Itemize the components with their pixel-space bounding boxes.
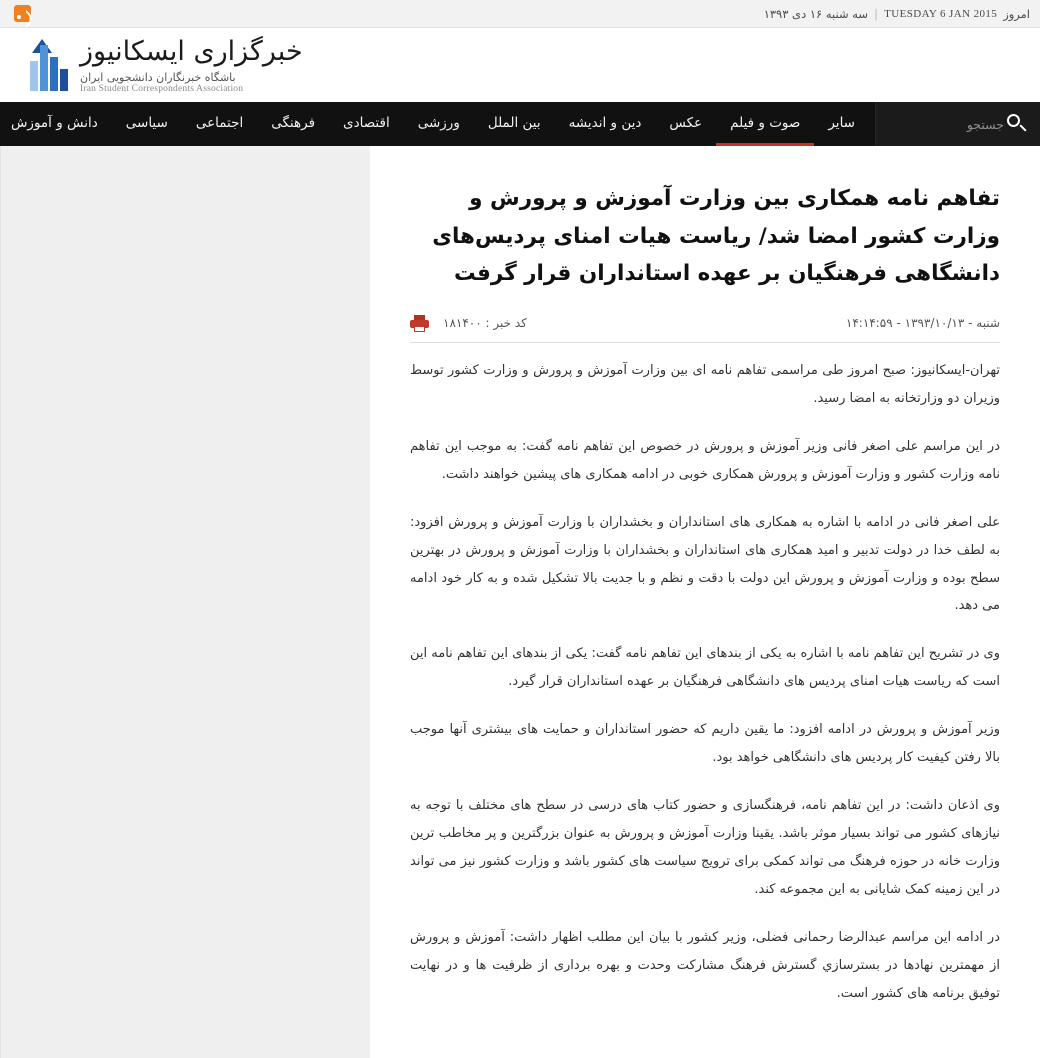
today-label: امروز	[1003, 6, 1030, 21]
print-icon[interactable]	[410, 315, 429, 332]
nav-item-saier[interactable]	[814, 102, 869, 146]
nav-item-label: اجتماعی	[195, 114, 244, 131]
nav-item-social[interactable]	[182, 102, 257, 146]
top-bar	[0, 0, 1040, 28]
article-meta-left	[410, 315, 527, 332]
main-navigation	[0, 102, 1040, 146]
nav-item-international[interactable]	[474, 102, 555, 146]
nav-item-label: دین و اندیشه	[568, 114, 642, 131]
logo-wordmark: خبرگزاری ایسکانیوز	[80, 36, 303, 68]
nav-item-culture[interactable]	[257, 102, 329, 146]
page-body	[0, 146, 1040, 1058]
logo-text-block	[80, 36, 303, 93]
logo-subtitle-fa: باشگاه خبرنگاران دانشجویی ایران	[80, 70, 236, 84]
nav-item-label: صوت و فیلم	[730, 114, 801, 131]
isca-logo-icon	[20, 39, 70, 91]
nav-item-science-education[interactable]	[0, 102, 112, 146]
date-separator: |	[874, 6, 879, 21]
date-persian: سه شنبه ۱۶ دی ۱۳۹۳	[763, 6, 869, 21]
nav-item-political[interactable]	[112, 102, 182, 146]
article-paragraph: وزیر آموزش و پرورش در ادامه افزود: ما یقین داریم که حضور استانداران و حمایت های بیشتری آنها موجب بالا رفتن کیفیت کار پردیس های دانشگاهی خواهد بود.	[410, 722, 1000, 766]
search-icon[interactable]	[1006, 113, 1028, 135]
date-english: TUESDAY 6 JAN 2015	[884, 7, 998, 20]
article-body	[410, 343, 1000, 1008]
nav-item-label: بین الملل	[487, 114, 541, 131]
article-date: شنبه - ۱۳۹۳/۱۰/۱۳ - ۱۴:۱۴:۵۹	[845, 316, 1000, 331]
rss-icon[interactable]	[14, 5, 31, 22]
nav-item-label: سیاسی	[125, 114, 168, 131]
sidebar-panel	[0, 146, 370, 1058]
current-date	[764, 7, 1030, 21]
article-container	[370, 146, 1040, 1058]
search-box[interactable]	[875, 102, 1040, 146]
logo-subtitle-en: Iran Student Correspondents Association	[80, 83, 244, 94]
page-title: تفاهم نامه همکاری بین وزارت آموزش و پرورش و وزارت کشور امضا شد/ ریاست هیات امنای پردیس‌های دانشگاهی فرهنگیان بر عهده استانداران قرار گرفت	[432, 186, 1000, 287]
search-input[interactable]	[886, 116, 1006, 133]
nav-item-label: سایر	[828, 114, 855, 131]
article-meta	[410, 315, 1000, 343]
nav-item-label: ورزشی	[417, 114, 460, 131]
nav-item-economy[interactable]	[329, 102, 404, 146]
article-paragraph: در این مراسم علی اصغر فانی وزیر آموزش و پرورش در خصوص این تفاهم نامه گفت: به موجب این تفاهم نامه وزارت کشور و وزارت آموزش و پرورش همکاری خوبی در ادامه همکاری های پیشین خواهند داشت.	[410, 438, 1000, 482]
article-code: کد خبر : ۱۸۱۴۰۰	[443, 316, 527, 331]
nav-item-audio-video[interactable]	[716, 102, 814, 146]
masthead	[0, 28, 1040, 102]
nav-item-label: دانش و آموزش	[10, 114, 98, 131]
article-paragraph: وی در تشریح این تفاهم نامه با اشاره به یکی از بندهای این تفاهم نامه گفت: یکی از بندهای این تفاهم نامه این است که ریاست هیات امنای پردیس های دانشگاهی فرهنگیان بر عهده استانداران قرار گیرد.	[410, 646, 1000, 690]
nav-item-label: فرهنگی	[271, 114, 316, 131]
nav-item-photo[interactable]	[655, 102, 716, 146]
nav-item-religion-thought[interactable]	[555, 102, 656, 146]
article-paragraph: علی اصغر فانی در ادامه با اشاره به همکاری های استانداران و بخشداران با وزارت آموزش و پرورش افزود: به لطف خدا در دولت تدبیر و امید همکاری های استانداران و بخشداران با وزارت آموزش و پرورش در بهترین سطح بوده و وزارت آموزش و پرورش این دولت با دقت و نظم و با جدیت بالا تشکیل شده و به کار خود ادامه می دهد.	[410, 514, 1000, 614]
nav-item-label: عکس	[669, 114, 703, 131]
article-paragraph: در ادامه این مراسم عبدالرضا رحمانی فضلی، وزیر کشور با بیان این مطلب اظهار داشت: آموزش و پرورش از مهمترین نهادها در بسترسازي گسترش فرهنگ مشارکت وحدت و بهره برداری از ظرفیت ها و در نهایت توفیق برنامه های کشور است.	[410, 929, 1000, 1001]
site-logo[interactable]	[20, 36, 303, 93]
nav-item-sports[interactable]	[404, 102, 474, 146]
article-paragraph: وی اذعان داشت: در این تفاهم نامه، فرهنگسازی و حضور کتاب های درسی در سطح های مختلف با توجه به نیازهای کشور می تواند بسیار موثر باشد. یقینا وزارت آموزش و پرورش به عنوان بزرگترین و پر مخاطب ترین وزارت خانه در حوزه فرهنگ می تواند کمکی برای ترویج سیاست های کشور باشد و وزارت کشور نیز می تواند در این زمینه کمک شایانی به این مجموعه کند.	[410, 798, 1000, 897]
nav-item-label: اقتصادی	[343, 114, 390, 131]
nav-item-list	[0, 102, 875, 146]
article-paragraph: تهران-ایسکانیوز: صبح امروز طی مراسمی تفاهم نامه ای بین وزارت آموزش و پرورش و وزارت کشور توسط وزیران دو وزارتخانه به امضا رسید.	[410, 362, 1000, 406]
